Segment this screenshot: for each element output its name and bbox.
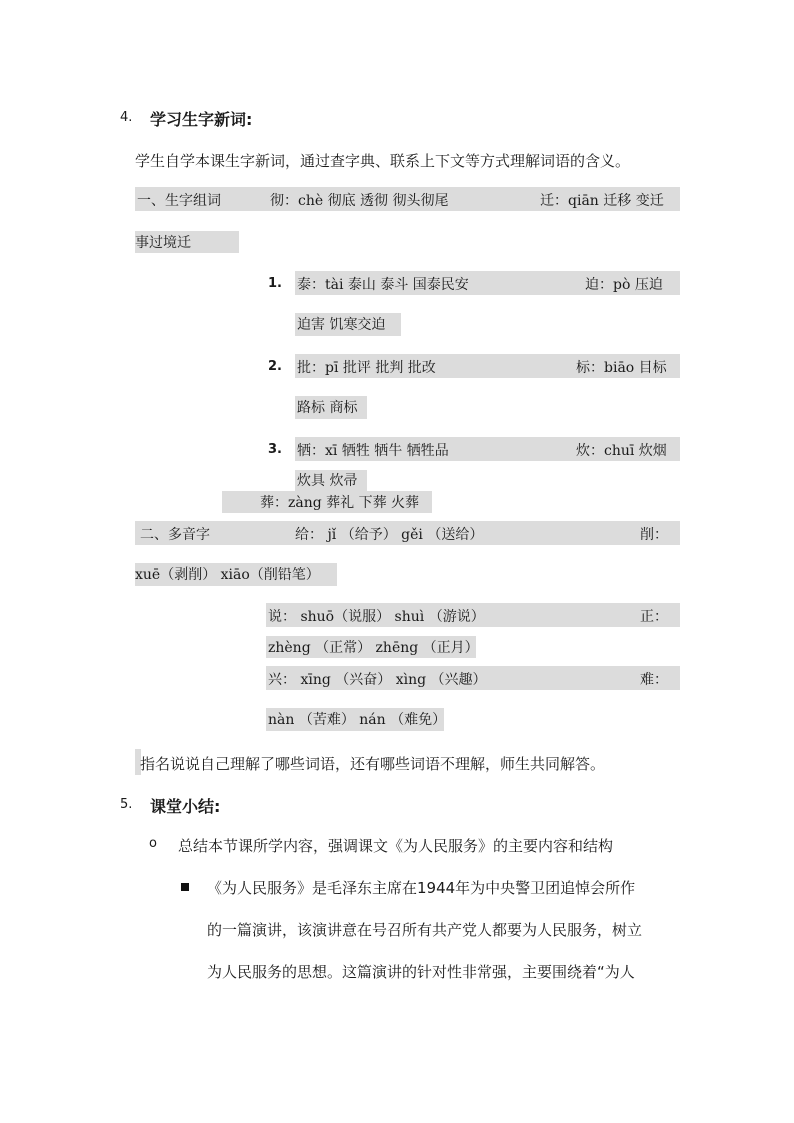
polyphone-zheng-continuation: zhèng （正常） zhēng （正月） xyxy=(266,636,476,658)
square-bullet-icon xyxy=(181,883,189,891)
vocab-item-1-right: 迫：pò 压迫 xyxy=(585,277,663,293)
polyphone-shuo-entry: 说： shuō（说服） shuì （游说） xyxy=(268,609,485,625)
polyphone-heading: 二、多音字 xyxy=(140,527,210,543)
circle-bullet: o xyxy=(149,836,157,851)
polyphone-xing-entry: 兴： xīng （兴奋） xìng （兴趣） xyxy=(268,672,487,688)
vocab-item-2-left: 批：pī 批评 批判 批改 xyxy=(297,360,436,376)
vocab-item-2-right: 标：biāo 目标 xyxy=(576,360,667,376)
vocab-zang-entry: 葬：zàng 葬礼 下葬 火葬 xyxy=(222,491,432,513)
vocab-item-3-left: 牺：xī 牺牲 牺牛 牺牲品 xyxy=(297,443,449,459)
polyphone-xue-continuation: xuē（剥削） xiāo（削铅笔） xyxy=(135,563,337,586)
section-4-number: 4. xyxy=(120,110,133,125)
section-5-paragraph-line-1: 《为人民服务》是毛泽东主席在1944年为中央警卫团追悼会所作 xyxy=(207,879,636,897)
section-5-paragraph-line-3: 为人民服务的思想。这篇演讲的针对性非常强，主要围绕着“为人 xyxy=(207,963,635,981)
section-5-title xyxy=(150,794,220,817)
vocab-item-1-number: 1. xyxy=(268,276,282,291)
polyphone-nan-label: 难： xyxy=(640,672,668,688)
polyphone-nan-continuation: nàn （苦难） nán （难免） xyxy=(266,708,444,731)
vocab-che-entry: 彻：chè 彻底 透彻 彻头彻尾 xyxy=(270,193,449,209)
vocab-qian-continuation: 事过境迁 xyxy=(135,231,239,253)
vocab-item-1-left: 泰：tài 泰山 泰斗 国泰民安 xyxy=(297,277,469,293)
section-4-intro: 学生自学本课生字新词，通过查字典、联系上下文等方式理解词语的含义。 xyxy=(135,152,631,170)
section-4-title xyxy=(150,107,252,130)
section-4-title-text: 学习生字新词 xyxy=(150,110,247,129)
polyphone-gei-entry: 给： jǐ （给予） gěi （送给） xyxy=(295,527,484,543)
section-5-sub-item: 总结本节课所学内容，强调课文《为人民服务》的主要内容和结构 xyxy=(178,837,614,855)
vocab-item-2-continuation: 路标 商标 xyxy=(295,396,367,419)
vocab-item-3-number: 3. xyxy=(268,442,282,457)
vocab-item-3-right: 炊：chuī 炊烟 xyxy=(576,443,667,459)
vocab-item-1-continuation: 迫害 饥寒交迫 xyxy=(295,313,401,336)
section-5-number: 5. xyxy=(120,797,133,812)
vocab-qian-entry: 迁：qiān 迁移 变迁 xyxy=(540,193,664,209)
polyphone-xue-label: 削： xyxy=(640,527,668,543)
section-4-title-colon: : xyxy=(246,110,253,129)
vocab-item-3-continuation: 炊具 炊帚 xyxy=(295,470,367,491)
section-5-title-text: 课堂小结 xyxy=(150,797,215,816)
polyphone-zheng-label: 正： xyxy=(640,609,668,625)
vocab-heading: 一、生字组词 xyxy=(137,193,221,209)
section-5-title-colon: : xyxy=(214,797,221,816)
vocab-item-2-number: 2. xyxy=(268,359,282,374)
section-5-paragraph-line-2: 的一篇演讲，该演讲意在号召所有共产党人都要为人民服务，树立 xyxy=(207,921,643,939)
note-text: 指名说说自己理解了哪些词语，还有哪些词语不理解，师生共同解答。 xyxy=(140,755,606,773)
